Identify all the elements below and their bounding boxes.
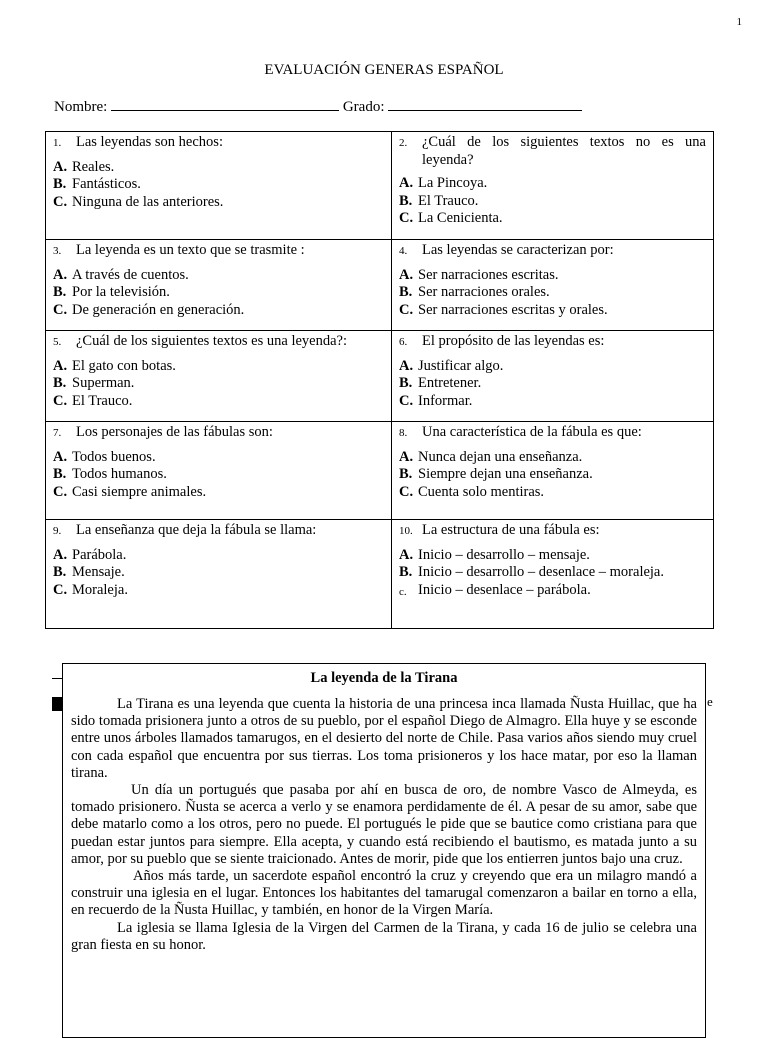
option-b[interactable]: B. El Trauco. bbox=[399, 192, 479, 209]
option-a[interactable]: A. A través de cuentos. bbox=[53, 266, 189, 283]
question-4 bbox=[392, 240, 714, 331]
page-number: 1 bbox=[736, 16, 742, 28]
option-c[interactable]: C. Ninguna de las anteriores. bbox=[53, 193, 224, 210]
option-b[interactable]: B. Ser narraciones orales. bbox=[399, 284, 550, 300]
name-label: Nombre: bbox=[54, 99, 108, 115]
option-a[interactable]: A. Parábola. bbox=[53, 546, 127, 563]
reading-paragraph: La iglesia se llama Iglesia de la Virgen del Carmen de la Tirana, y cada 16 de julio se celebra una gran fiesta en su honor. bbox=[71, 919, 697, 953]
question-5 bbox=[46, 331, 392, 422]
question-text: Los personajes de las fábulas son: bbox=[76, 424, 273, 440]
question-number: 2. bbox=[399, 137, 408, 149]
option-a[interactable]: A. Ser narraciones escritas. bbox=[399, 266, 559, 283]
student-info-line bbox=[54, 97, 582, 116]
option-b[interactable]: B. Entretener. bbox=[399, 375, 482, 391]
quiz-row bbox=[46, 331, 714, 422]
option-b[interactable]: B. Superman. bbox=[53, 375, 135, 391]
question-text: ¿Cuál de los siguientes textos es una leyenda?: bbox=[76, 333, 347, 349]
question-text: Las leyendas son hechos: bbox=[76, 134, 223, 150]
option-b[interactable]: B. Mensaje. bbox=[53, 564, 125, 580]
option-c[interactable]: C. Cuenta solo mentiras. bbox=[399, 483, 545, 500]
grade-blank[interactable] bbox=[388, 97, 582, 111]
option-c[interactable]: C. Casi siempre animales. bbox=[53, 483, 207, 500]
occluded-heading-fragment bbox=[52, 664, 62, 679]
question-number: 3. bbox=[53, 245, 62, 257]
question-1 bbox=[46, 132, 392, 240]
question-number: 1. bbox=[53, 137, 62, 149]
option-a[interactable]: A. La Pincoya. bbox=[399, 175, 488, 191]
occluded-text-fragment-right: e bbox=[707, 694, 713, 709]
reading-passage-box bbox=[62, 663, 706, 1038]
question-2 bbox=[392, 132, 714, 240]
quiz-table bbox=[45, 131, 714, 629]
question-number: 5. bbox=[53, 336, 62, 348]
quiz-row bbox=[46, 520, 714, 629]
option-b[interactable]: B. Fantásticos. bbox=[53, 176, 141, 192]
option-c[interactable]: C. Moraleja. bbox=[53, 581, 128, 598]
question-number: 6. bbox=[399, 336, 408, 348]
question-10 bbox=[392, 520, 714, 629]
question-7 bbox=[46, 422, 392, 520]
quiz-row bbox=[46, 422, 714, 520]
question-number: 4. bbox=[399, 245, 408, 257]
question-text: Una característica de la fábula es que: bbox=[422, 424, 642, 440]
question-8 bbox=[392, 422, 714, 520]
question-text: La leyenda es un texto que se trasmite : bbox=[76, 242, 305, 258]
occluded-text-fragment bbox=[52, 697, 62, 711]
question-number: 8. bbox=[399, 427, 408, 439]
option-a[interactable]: A. El gato con botas. bbox=[53, 357, 176, 374]
question-number: 7. bbox=[53, 427, 62, 439]
option-a[interactable]: A. Todos buenos. bbox=[53, 448, 156, 465]
question-text: Las leyendas se caracterizan por: bbox=[422, 242, 614, 258]
question-text: ¿Cuál de los siguientes textos no es una leyenda? bbox=[422, 134, 706, 168]
question-6 bbox=[392, 331, 714, 422]
option-b[interactable]: B. Todos humanos. bbox=[53, 466, 167, 482]
question-number: 10. bbox=[399, 525, 413, 537]
option-a[interactable]: A. Justificar algo. bbox=[399, 357, 504, 374]
option-c[interactable]: c. Inicio – desenlace – parábola. bbox=[399, 581, 591, 598]
question-text: La estructura de una fábula es: bbox=[422, 522, 600, 538]
option-c[interactable]: C. El Trauco. bbox=[53, 392, 133, 409]
quiz-row bbox=[46, 132, 714, 240]
option-a[interactable]: A. Inicio – desarrollo – mensaje. bbox=[399, 546, 590, 563]
option-c[interactable]: C. Informar. bbox=[399, 392, 473, 409]
grade-label: Grado: bbox=[342, 99, 385, 115]
option-b[interactable]: B. Inicio – desarrollo – desenlace – moraleja. bbox=[399, 564, 664, 580]
option-c[interactable]: C. Ser narraciones escritas y orales. bbox=[399, 301, 608, 318]
reading-paragraph: Un día un portugués que pasaba por ahí en busca de oro, de nombre Vasco de Almeyda, es tomado prisionero. Ñusta se acerca a verlo y se enamora perdidamente de él. A pesar de su amor, sabe que debe matarlo como a los otros, pero no puede. El portugués le pide que se bautice como cristiana para que puedan estar juntos para siempre. Ella acepta, y cuando está recibiendo el bautismo, es matada junto a su amor, por su pueblo que se siente traicionado. Antes de morir, pide que los entierren juntos bajo una cruz. bbox=[71, 782, 697, 867]
option-c[interactable]: C. La Cenicienta. bbox=[399, 210, 503, 226]
option-a[interactable]: A. Nunca dejan una enseñanza. bbox=[399, 448, 583, 465]
option-b[interactable]: B. Siempre dejan una enseñanza. bbox=[399, 466, 593, 482]
question-text: El propósito de las leyendas es: bbox=[422, 333, 605, 349]
question-text: La enseñanza que deja la fábula se llama: bbox=[76, 522, 317, 538]
reading-paragraph: La Tirana es una leyenda que cuenta la historia de una princesa inca llamada Ñusta Huillac, que ha sido tomada prisionera junto a otros de su pueblo, por el español Diego de Almagro. Ella huye y se esconde entre unos árboles llamados tamarugos, en el desierto del norte de Chile. Pasa varios años siendo muy cruel con cada español que encuentra por sus tierras. Los toma prisioneros y los hace matar, por eso la llaman tirana. bbox=[71, 696, 697, 781]
question-9 bbox=[46, 520, 392, 629]
option-a[interactable]: A. Reales. bbox=[53, 158, 115, 175]
option-b[interactable]: B. Por la televisión. bbox=[53, 284, 170, 300]
question-3 bbox=[46, 240, 392, 331]
option-c[interactable]: C. De generación en generación. bbox=[53, 301, 245, 318]
reading-paragraph: Años más tarde, un sacerdote español encontró la cruz y creyendo que era un milagro mandó a construir una iglesia en el lugar. Entonces los habitantes del tamarugal comenzaron a bailar en torno a ella, en recuerdo de la Ñusta Huillac, y también, en honor de la Virgen María. bbox=[71, 868, 697, 919]
page-title: EVALUACIÓN GENERAS ESPAÑOL bbox=[264, 62, 504, 78]
question-number: 9. bbox=[53, 525, 62, 537]
name-blank[interactable] bbox=[111, 97, 339, 111]
reading-title: La leyenda de la Tirana bbox=[310, 670, 458, 686]
quiz-row bbox=[46, 240, 714, 331]
